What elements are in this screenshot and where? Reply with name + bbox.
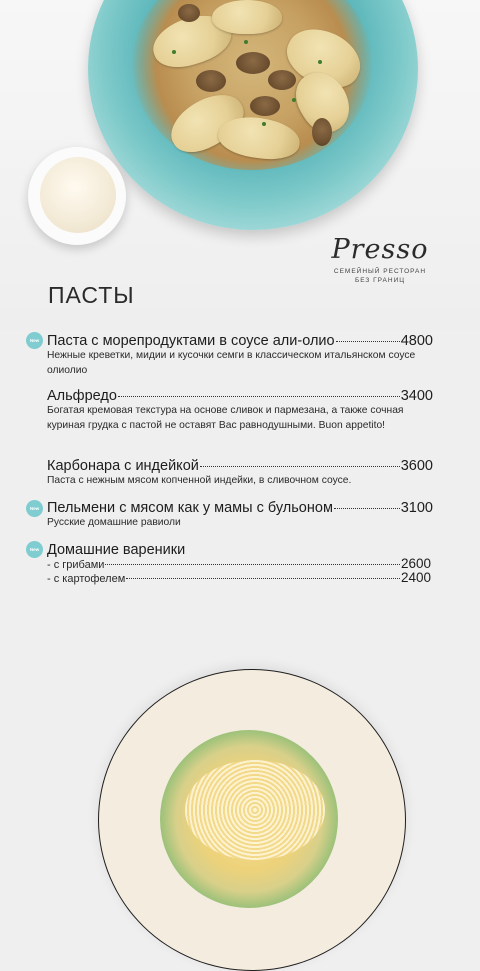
herb-dot [318,60,322,64]
menu-item-name: Альфредо [47,388,117,404]
mushroom-shape [236,52,270,74]
new-badge-icon: New [26,500,43,517]
menu-item-name: Пельмени с мясом как у мамы с бульоном [47,500,333,516]
pasta-with-parmesan-image [185,760,325,860]
dot-leader [118,395,400,397]
herb-dot [262,122,266,126]
menu-item-description: Богатая кремовая текстура на основе сливок и пармезана, а также сочная куриная грудка с пастой не оставят Вас равнодушными. Buon appetito! [47,405,404,431]
menu-item-description: Паста с нежным мясом копченной индейки, в сливочном соусе. [47,475,352,486]
option-label: - с картофелем [47,573,126,585]
dumpling-shape [212,0,282,34]
menu-item-name: Паста с морепродуктами в соусе али-олио [47,333,335,349]
logo-wordmark: Presso [331,234,429,265]
restaurant-logo [330,235,430,285]
menu-item-price: 4800 [400,333,433,349]
menu-item-name: Домашние вареники [47,542,186,558]
mushroom-shape [178,4,200,22]
herb-dot [172,50,176,54]
new-badge-icon: New [26,541,43,558]
menu-item-price: 3400 [400,388,433,404]
dot-leader [334,507,400,509]
dot-leader [126,578,400,579]
dot-leader [200,465,400,467]
mushroom-shape [312,118,332,146]
mushroom-shape [250,96,280,116]
option-price: 2600 [400,556,431,571]
herb-dot [292,98,296,102]
menu-item-price: 3600 [400,458,433,474]
menu-item-option [47,557,431,572]
dot-leader [336,340,400,342]
menu-item-option [47,571,431,586]
option-price: 2400 [400,570,431,585]
section-title: ПАСТЫ [48,282,135,308]
dot-leader [105,564,400,565]
menu-item-description: Русские домашние равиоли [47,517,181,528]
herb-dot [244,40,248,44]
logo-tagline-line1: СЕМЕЙНЫЙ РЕСТОРАН [333,268,427,275]
mushroom-shape [268,70,296,90]
menu-item-description: Нежные креветки, мидии и кусочки семги в классическом итальянском соусе олиолио [47,350,416,376]
menu-item-name: Карбонара с индейкой [47,458,199,474]
sour-cream-sauce-image [40,157,116,233]
logo-tagline-line2: БЕЗ ГРАНИЦ [354,277,406,284]
menu-item-price: 3100 [400,500,433,516]
new-badge-icon: New [26,332,43,349]
option-label: - с грибами [47,559,105,571]
mushroom-shape [196,70,226,92]
